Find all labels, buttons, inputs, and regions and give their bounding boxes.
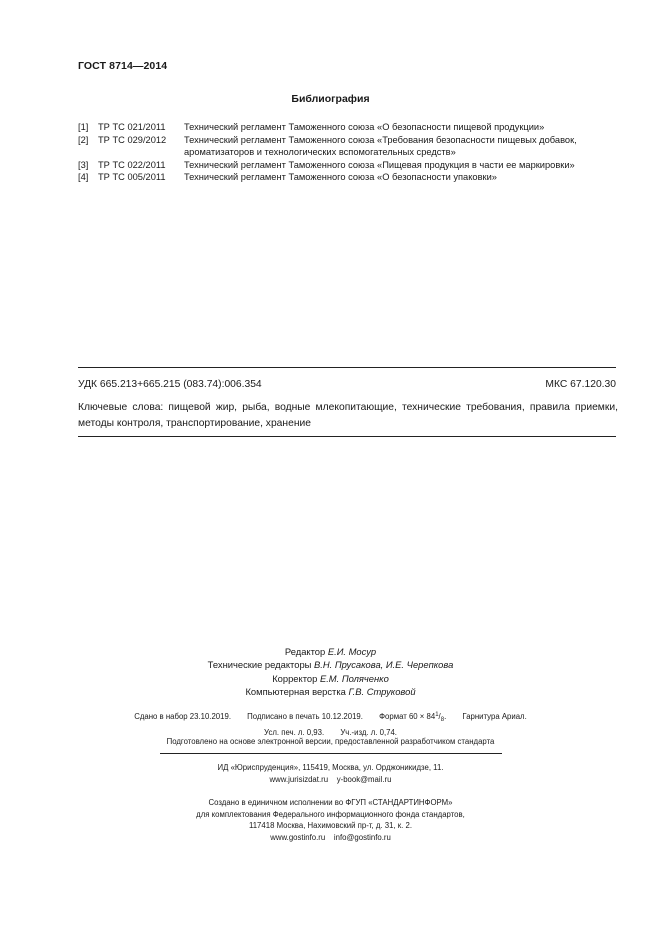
mks-code: МКС 67.120.30 xyxy=(545,379,616,390)
keywords: Ключевые слова: пищевой жир, рыба, водные млекопитающие, технические требования, правила приемки, методы контроля, транспортирование, хранение xyxy=(78,402,618,429)
bibliography-item xyxy=(78,134,623,159)
format-denominator: 8 xyxy=(440,717,445,723)
publishing-sheets: Уч.-изд. л. 0,74. xyxy=(340,727,397,737)
imprint-line-1 xyxy=(0,709,661,727)
producer-contacts xyxy=(0,832,661,844)
layout-line xyxy=(0,685,661,698)
bibliography-code: ТР ТС 029/2012 xyxy=(98,134,167,145)
producer-line-1: Создано в единичном исполнении во ФГУП «СТАНДАРТИНФОРМ» xyxy=(208,798,453,807)
bibliography-number: [2] xyxy=(78,134,89,145)
imprint-block xyxy=(0,709,661,739)
bibliography-title: Библиография xyxy=(291,93,370,105)
classification-line xyxy=(78,379,616,390)
bibliography-code: ТР ТС 022/2011 xyxy=(98,159,166,170)
bibliography-number: [3] xyxy=(78,159,89,170)
tech-editors-names: В.Н. Прусакова, И.Е. Черепкова xyxy=(314,659,454,671)
corrector-role: Корректор xyxy=(272,672,318,684)
divider-imprint xyxy=(160,753,502,754)
layout-role: Компьютерная верстка xyxy=(245,686,346,698)
format-numerator: 1 xyxy=(435,712,439,718)
prepared-note: Подготовлено на основе электронной версии, предоставленной разработчиком стандарта xyxy=(166,737,495,746)
layout-name: Г.В. Струковой xyxy=(348,686,416,698)
bibliography-code: ТР ТС 021/2011 xyxy=(98,122,166,132)
corrector-line xyxy=(0,672,661,685)
bibliography-number: [4] xyxy=(78,172,89,182)
bibliography-text: Технический регламент Таможенного союза «Требования безопасности пищевых добавок, ароматизаторов и технологических вспомогательных средств» xyxy=(184,134,577,157)
document-header: ГОСТ 8714—2014 xyxy=(78,60,168,72)
publisher-contacts xyxy=(0,774,661,786)
editor-line xyxy=(0,645,661,658)
credits-block xyxy=(0,645,661,699)
paper-format: Формат $60 \times 84^1/_8$. xyxy=(379,712,447,723)
bibliography-item xyxy=(78,159,623,172)
print-sheets: Усл. печ. л. 0,93. xyxy=(264,727,325,737)
bibliography-code: ТР ТС 005/2011 xyxy=(98,172,166,182)
publisher-address: ИД «Юриспруденция», 115419, Москва, ул. Орджоникидзе, 11. xyxy=(217,763,444,772)
editor-role: Редактор xyxy=(284,646,326,657)
bibliography-text: Технический регламент Таможенного союза «О безопасности пищевой продукции» xyxy=(184,122,545,132)
bibliography-item xyxy=(78,121,623,134)
tech-editors-line xyxy=(0,658,661,671)
divider-bottom xyxy=(78,436,616,437)
producer-line-2: для комплектования Федерального информационного фонда стандартов, xyxy=(196,809,465,819)
bibliography-list xyxy=(78,121,623,184)
publisher-site: www.jurisizdat.ru xyxy=(269,775,329,785)
bibliography-text: Технический регламент Таможенного союза «Пищевая продукция в части ее маркировки» xyxy=(184,159,575,170)
publisher-email: y-book@mail.ru xyxy=(336,775,392,785)
producer-line-3: 117418 Москва, Нахимовский пр-т, д. 31, к. 2. xyxy=(248,821,413,831)
udk-code: УДК 665.213+665.215 (083.74):006.354 xyxy=(78,379,262,390)
signed-date: Подписано в печать 10.12.2019. xyxy=(247,712,363,721)
bibliography-text: Технический регламент Таможенного союза «О безопасности упаковки» xyxy=(184,172,497,182)
format-prefix: Формат 60 × 84 xyxy=(379,712,436,721)
typeset-date: Сдано в набор 23.10.2019. xyxy=(134,712,231,721)
tech-editors-role: Технические редакторы xyxy=(207,659,312,671)
typeface: Гарнитура Ариал. xyxy=(462,712,527,721)
publisher-block xyxy=(0,762,661,786)
corrector-name: Е.М. Поляченко xyxy=(319,672,389,684)
bibliography-item xyxy=(78,171,623,184)
producer-email: info@gostinfo.ru xyxy=(333,832,391,842)
divider-top xyxy=(78,367,616,368)
format-suffix: . xyxy=(444,712,447,721)
bibliography-number: [1] xyxy=(78,122,89,132)
producer-site: www.gostinfo.ru xyxy=(270,832,326,842)
editor-name: Е.И. Мосур xyxy=(327,646,377,657)
producer-block xyxy=(0,797,661,843)
